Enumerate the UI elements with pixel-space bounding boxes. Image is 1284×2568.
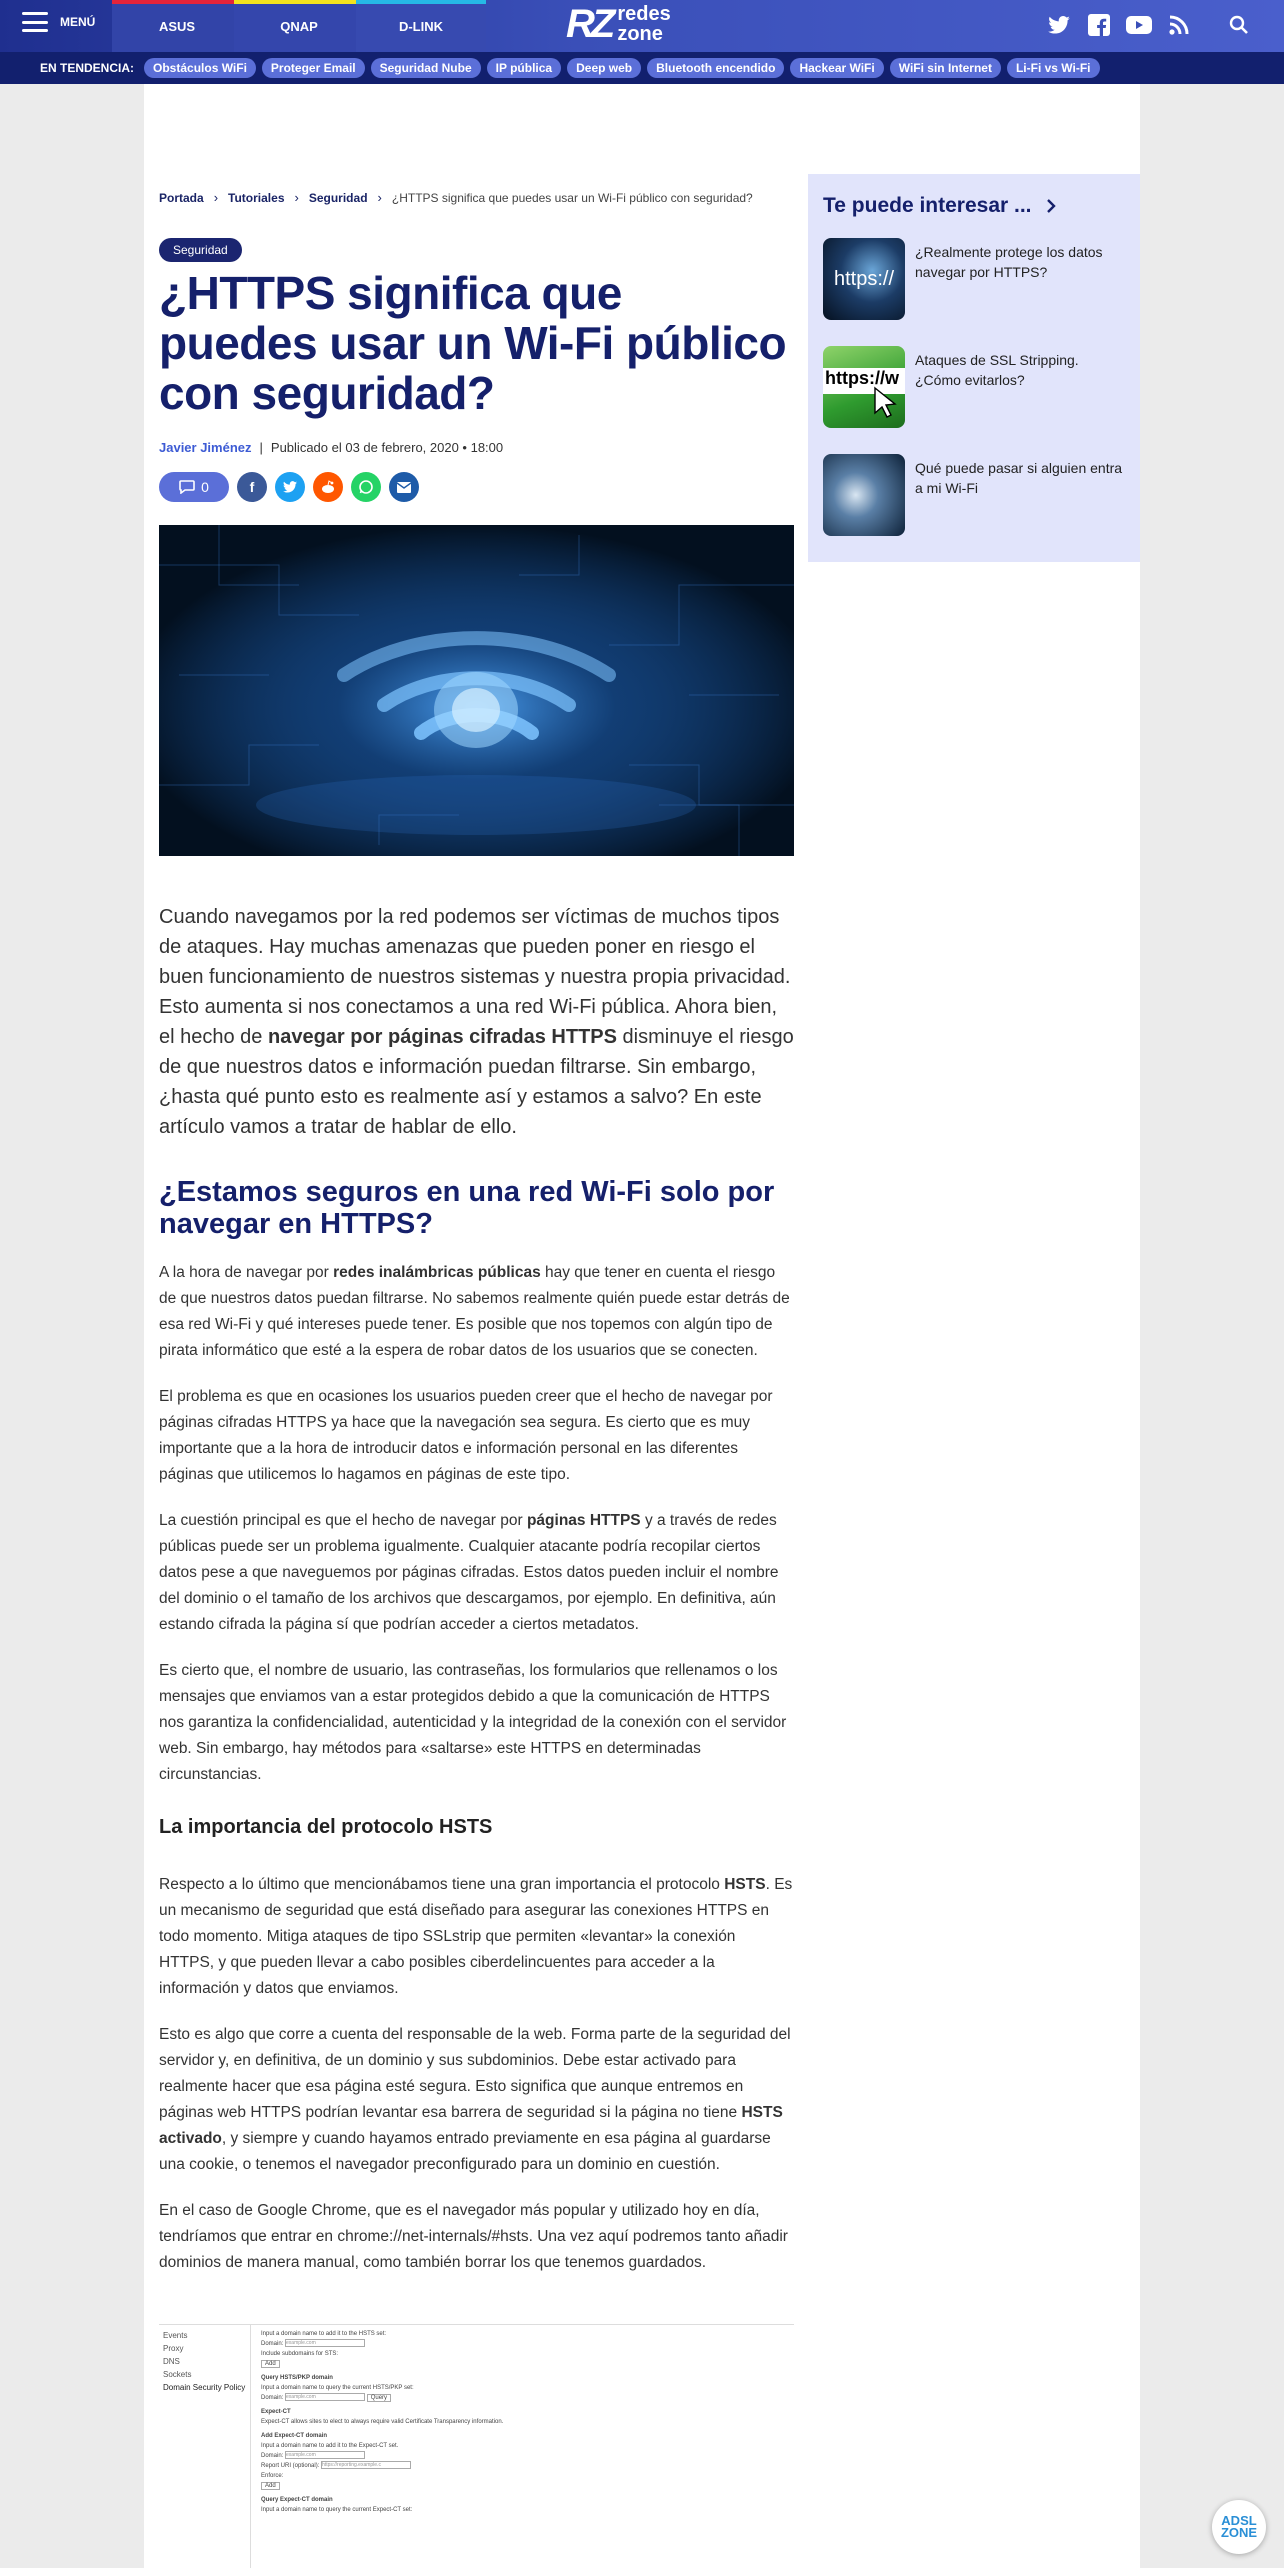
breadcrumb-current: ¿HTTPS significa que puedes usar un Wi-Fi público con seguridad? <box>391 190 753 205</box>
para-text: , y siempre y cuando hayamos entrado previamente en esa página al guardarse una cookie, o tenemos el navegador preconfigurado para un dominio en cuestión. <box>159 2130 771 2173</box>
shot-label: Domain: <box>261 2395 284 2401</box>
shot-line <box>261 2481 781 2491</box>
para-bold: HSTS <box>724 1876 766 1893</box>
comment-count: 0 <box>201 479 209 495</box>
sidebar-title[interactable] <box>823 194 1056 218</box>
lead-text: disminuye el riesgo de que nuestros datos e información puedan filtrarse. Sin embargo, ¿hasta qué punto esto es realmente así y estamos a salvo? En este artículo vamos a tratar de hablar de ello. <box>159 1026 794 1138</box>
shot-button: Query <box>367 2394 391 2402</box>
article-title: ¿HTTPS significa que puedes usar un Wi-Fi público con seguridad? <box>159 267 787 419</box>
logo-line1: redes <box>617 3 671 25</box>
comments-button[interactable] <box>159 472 229 502</box>
related-thumbnail <box>823 238 905 320</box>
article-lead <box>159 902 794 1142</box>
shot-input: https://reporting.example.c <box>321 2461 411 2469</box>
trending-pill[interactable]: Li-Fi vs Wi-Fi <box>1007 58 1100 78</box>
related-item[interactable] <box>823 238 1123 320</box>
breadcrumb-tutoriales[interactable]: Tutoriales <box>228 190 285 205</box>
section-heading: ¿Estamos seguros en una red Wi-Fi solo por navegar en HTTPS? <box>159 1176 775 1240</box>
breadcrumb-home[interactable]: Portada <box>159 190 204 205</box>
search-icon[interactable] <box>1226 12 1252 38</box>
paragraph-2: El problema es que en ocasiones los usuarios pueden creer que el hecho de navegar por páginas cifradas HTTPS ya hace que la navegación sea segura. Es cierto que es muy importante que a la hora de introducir datos e información personal en las diferentes páginas que utilicemos lo hagamos en páginas de este tipo. <box>159 1388 773 1483</box>
para-bold: páginas HTTPS <box>526 1512 641 1529</box>
share-bar <box>159 472 419 502</box>
shot-line: Input a domain name to add it to the Expect-CT set. <box>261 2443 399 2449</box>
logo-line2: zone <box>617 23 663 45</box>
shot-input: example.com <box>285 2451 365 2459</box>
shot-input: example.com <box>285 2339 365 2347</box>
trending-pill[interactable]: Deep web <box>567 58 641 78</box>
breadcrumb-seguridad[interactable]: Seguridad <box>308 190 368 205</box>
shot-nav-item: DNS <box>163 2357 180 2366</box>
byline-separator: | <box>259 440 263 455</box>
shot-heading: Query Expect-CT domain <box>261 2497 333 2503</box>
shot-line <box>261 2339 781 2349</box>
shot-line <box>261 2451 781 2461</box>
paragraph-3 <box>159 1508 794 1638</box>
shot-line: Input a domain name to add it to the HSTS set: <box>261 2331 387 2337</box>
article-screenshot <box>159 2324 794 2568</box>
badge-line1: ADSL <box>1221 2513 1257 2528</box>
para-text: La cuestión principal es que el hecho de navegar por <box>159 1512 527 1529</box>
trending-label: EN TENDENCIA: <box>40 61 135 75</box>
related-title: Qué puede pasar si alguien entra a mi Wi-Fi <box>915 460 1123 496</box>
brand-tab-asus[interactable]: ASUS <box>112 0 242 52</box>
trending-pill[interactable]: IP pública <box>487 58 561 78</box>
content-area <box>144 84 1140 2568</box>
shot-input: example.com <box>285 2393 365 2401</box>
trending-pill[interactable]: Proteger Email <box>262 58 365 78</box>
trending-pill[interactable]: Seguridad Nube <box>371 58 481 78</box>
chevron-right-icon <box>1046 199 1056 213</box>
related-thumbnail <box>823 346 905 428</box>
para-text: Respecto a lo último que mencionábamos tiene una gran importancia el protocolo <box>159 1876 725 1893</box>
trending-pill[interactable]: Obstáculos WiFi <box>144 58 256 78</box>
breadcrumb <box>159 190 753 205</box>
comment-icon <box>179 480 195 494</box>
shot-nav-item: Sockets <box>163 2370 192 2379</box>
shot-heading: Expect-CT <box>261 2409 291 2415</box>
badge-line2: ZONE <box>1220 2525 1258 2540</box>
related-thumbnail <box>823 454 905 536</box>
publish-date: Publicado el 03 de febrero, 2020 • 18:00 <box>270 440 504 455</box>
paragraph-5 <box>159 1872 794 2002</box>
brand-tab-qnap[interactable]: QNAP <box>234 0 364 52</box>
trending-pill[interactable]: Hackear WiFi <box>790 58 883 78</box>
twitter-icon[interactable] <box>1046 12 1072 38</box>
lead-text: Cuando navegamos por la red podemos ser víctimas de muchos tipos de ataques. Hay muchas amenazas que pueden poner en riesgo el buen funcionamiento de nuestros sistemas y nuestra propia privacidad. Esto aumenta si nos conectamos a una red Wi-Fi pública. Ahora bien, el hecho de <box>159 906 791 1048</box>
shot-line: Enforce: <box>261 2473 284 2479</box>
menu-label: MENÚ <box>60 15 96 29</box>
facebook-icon[interactable] <box>1086 12 1112 38</box>
paragraph-1 <box>159 1260 794 1364</box>
paragraph-4: Es cierto que, el nombre de usuario, las contraseñas, los formularios que rellenamos o los mensajes que enviamos van a estar protegidos debido a que la comunicación de HTTPS nos garantiza la confidencialidad, autenticidad y la integridad de la conexión con el servidor web. Sin embargo, hay métodos para «saltarse» este HTTPS en determinadas circunstancias. <box>159 1662 787 1783</box>
thumb-text: https://w <box>823 368 905 394</box>
para-text: . Es un mecanismo de seguridad que está diseñado para asegurar las conexiones HTTPS en todo momento. Mitiga ataques de tipo SSLstrip que permiten «levantar» la conexión HTTPS, y que pueden llevar a cabo posibles ciberdelincuentes para acceder a la información y datos que enviamos. <box>159 1876 793 1997</box>
trending-pill[interactable]: Bluetooth encendido <box>647 58 784 78</box>
chevron-right-icon: › <box>294 190 299 205</box>
sidebar-title-text: Te puede interesar ... <box>823 194 1032 217</box>
related-sidebar <box>808 174 1140 562</box>
shot-button: Add <box>261 2482 280 2490</box>
share-facebook-icon[interactable]: f <box>237 472 267 502</box>
hero-image <box>159 525 794 856</box>
shot-line <box>261 2461 781 2471</box>
related-item[interactable] <box>823 346 1123 428</box>
subsection-heading: La importancia del protocolo HSTS <box>159 1816 493 1838</box>
related-title: Ataques de SSL Stripping. ¿Cómo evitarlos? <box>915 352 1079 388</box>
thumb-text: https:// <box>833 267 895 290</box>
adslzone-badge[interactable] <box>1212 2500 1266 2554</box>
related-item[interactable] <box>823 454 1123 536</box>
para-bold: redes inalámbricas públicas <box>333 1264 541 1281</box>
menu-button[interactable] <box>22 12 95 32</box>
byline <box>159 440 503 455</box>
shot-label: Domain: <box>261 2453 284 2459</box>
hamburger-icon <box>22 12 48 32</box>
shot-heading: Query HSTS/PKP domain <box>261 2375 333 2381</box>
shot-line: Expect-CT allows sites to elect to always require valid Certificate Transparency information. <box>261 2419 504 2425</box>
shot-line: Include subdomains for STS: <box>261 2351 339 2357</box>
shot-label: Domain: <box>261 2341 284 2347</box>
youtube-icon[interactable] <box>1126 12 1152 38</box>
shot-line: Input a domain name to query the current Expect-CT set: <box>261 2507 413 2513</box>
paragraph-7: En el caso de Google Chrome, que es el navegador más popular y utilizado hoy en día, tendríamos que entrar en chrome://net-internals/#hsts. Una vez aquí podremos tanto añadir dominios de manera manual, como también borrar los que tenemos guardados. <box>159 2202 788 2271</box>
para-bold: HSTS activado <box>159 2104 783 2147</box>
shot-line <box>261 2393 781 2403</box>
shot-line: Input a domain name to query the current HSTS/PKP set: <box>261 2385 414 2391</box>
share-email-icon[interactable] <box>389 472 419 502</box>
shot-nav-item: Proxy <box>163 2344 184 2353</box>
para-text: hay que tener en cuenta el riesgo de que nuestros datos puedan filtrarse. No sabemos realmente quién puede estar detrás de esa red Wi-Fi y qué intereses puede tener. Es posible que nos topemos con algún tipo de pirata informático que esté a la espera de robar datos de los usuarios que se conecten. <box>159 1264 790 1359</box>
shot-nav-item: Domain Security Policy <box>163 2383 246 2392</box>
brand-tab-dlink[interactable]: D-LINK <box>356 0 486 52</box>
lead-bold: navegar por páginas cifradas HTTPS <box>267 1026 617 1048</box>
share-whatsapp-icon[interactable] <box>351 472 381 502</box>
shot-line <box>261 2359 781 2369</box>
site-logo[interactable] <box>566 4 671 44</box>
para-text: Esto es algo que corre a cuenta del responsable de la web. Forma parte de la seguridad del servidor y, en definitiva, de un dominio y sus subdominios. Debe estar activado para realmente hacer que esa página esté segura. Esto significa que aunque entremos en páginas web HTTPS podrían levantar esa barrera de seguridad si la página no tiene <box>159 2026 791 2121</box>
chevron-right-icon: › <box>213 190 219 205</box>
shot-label: Report URI (optional): <box>261 2463 320 2469</box>
shot-button: Add <box>261 2360 280 2368</box>
category-badge[interactable]: Seguridad <box>159 238 242 262</box>
shot-nav-item: Events <box>163 2331 188 2340</box>
logo-mark: RZ <box>566 2 612 46</box>
author-link[interactable]: Javier Jiménez <box>159 440 252 455</box>
para-text: y a través de redes públicas puede ser un problema igualmente. Cualquier atacante podría recopilar ciertos datos pese a que naveguemos por páginas cifradas. Estos datos pueden incluir el nombre del dominio o el tamaño de los archivos que descargamos, por ejemplo. En definitiva, aún estando cifrada la página sí que podrían acceder a ciertos metadatos. <box>159 1512 779 1633</box>
trending-pill[interactable]: WiFi sin Internet <box>890 58 1001 78</box>
para-text: A la hora de navegar por <box>159 1264 334 1281</box>
shot-heading: Add Expect-CT domain <box>261 2433 328 2439</box>
top-navbar <box>0 0 1284 52</box>
share-twitter-icon[interactable] <box>275 472 305 502</box>
related-title: ¿Realmente protege los datos navegar por HTTPS? <box>915 244 1103 280</box>
chevron-right-icon: › <box>377 190 382 205</box>
paragraph-6 <box>159 2022 794 2178</box>
rss-icon[interactable] <box>1166 12 1192 38</box>
share-reddit-icon[interactable] <box>313 472 343 502</box>
trending-bar <box>0 52 1284 84</box>
